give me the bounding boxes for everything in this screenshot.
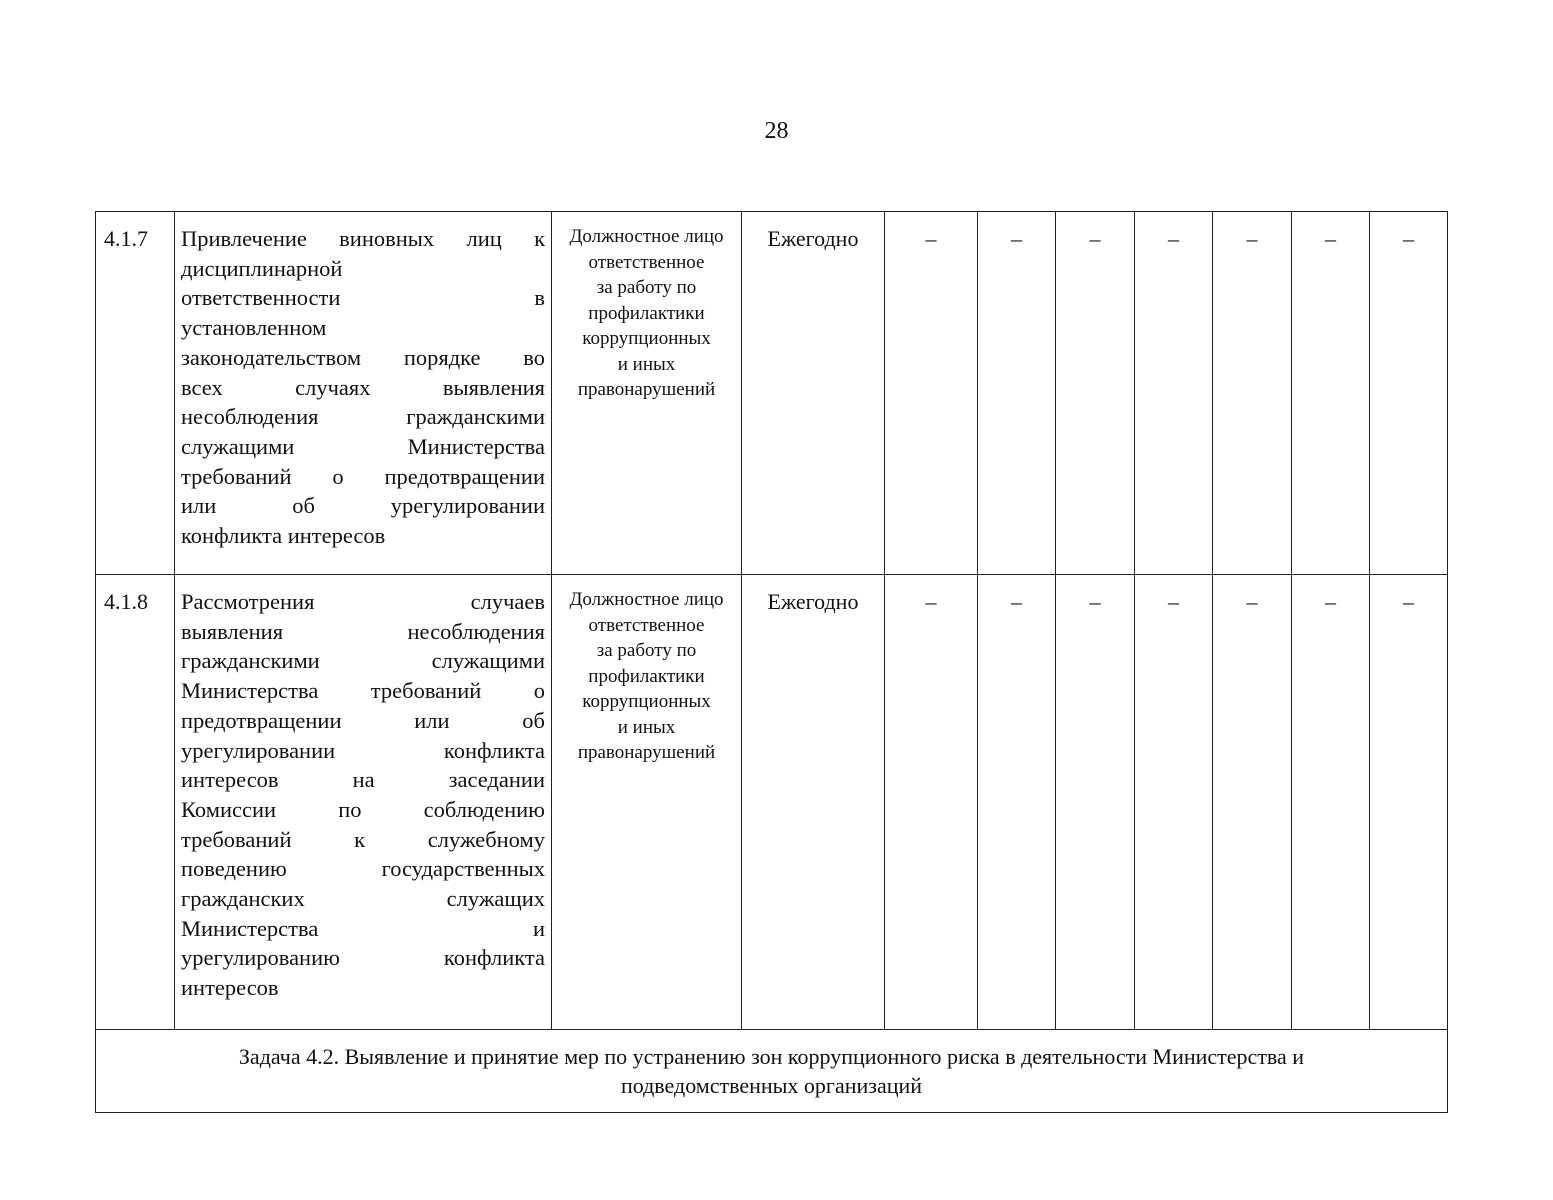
- value-cell: –: [1135, 575, 1213, 1030]
- task-heading: [96, 1030, 1448, 1113]
- value-cell: –: [885, 575, 978, 1030]
- page-number: 28: [764, 118, 789, 144]
- measures-table: [95, 211, 1448, 1113]
- measure-text: Привлечение виновных лиц к дисциплинарной ответственности в установленном законодательством порядке во всех случаях выявления несоблюдения гражданскими служащими Министерства требований о предотвращении или об урегулировании конфликта интересов: [175, 212, 552, 575]
- value-cell: –: [1370, 575, 1448, 1030]
- value-cell: –: [1135, 212, 1213, 575]
- task-heading-line: Задача 4.2. Выявление и принятие мер по устранению зон коррупционного риска в деятельности Министерства и: [238, 1044, 1305, 1069]
- task-row: [96, 1030, 1448, 1113]
- responsible-person: Должностное лицо ответственное за работу по профилактики коррупционных и иных правонарушений: [552, 575, 742, 1030]
- term: Ежегодно: [742, 575, 885, 1030]
- row-number: 4.1.8: [96, 575, 175, 1030]
- table-row: [96, 212, 1448, 575]
- value-cell: –: [1292, 212, 1370, 575]
- value-cell: –: [1292, 575, 1370, 1030]
- value-cell: –: [885, 212, 978, 575]
- value-cell: –: [1213, 212, 1292, 575]
- value-cell: –: [978, 575, 1056, 1030]
- measure-text: Рассмотрения случаев выявления несоблюдения гражданскими служащими Министерства требований о предотвращении или об урегулировании конфликта интересов на заседании Комиссии по соблюдению требований к служебному поведению государственных гражданских служащих Министерства и урегулированию конфликта интересов: [175, 575, 552, 1030]
- value-cell: –: [978, 212, 1056, 575]
- term: Ежегодно: [742, 212, 885, 575]
- responsible-person: Должностное лицо ответственное за работу по профилактики коррупционных и иных правонарушений: [552, 212, 742, 575]
- task-heading-line: подведомственных организаций: [620, 1073, 923, 1098]
- value-cell: –: [1213, 575, 1292, 1030]
- value-cell: –: [1370, 212, 1448, 575]
- table-row: [96, 575, 1448, 1030]
- row-number: 4.1.7: [96, 212, 175, 575]
- value-cell: –: [1056, 575, 1135, 1030]
- value-cell: –: [1056, 212, 1135, 575]
